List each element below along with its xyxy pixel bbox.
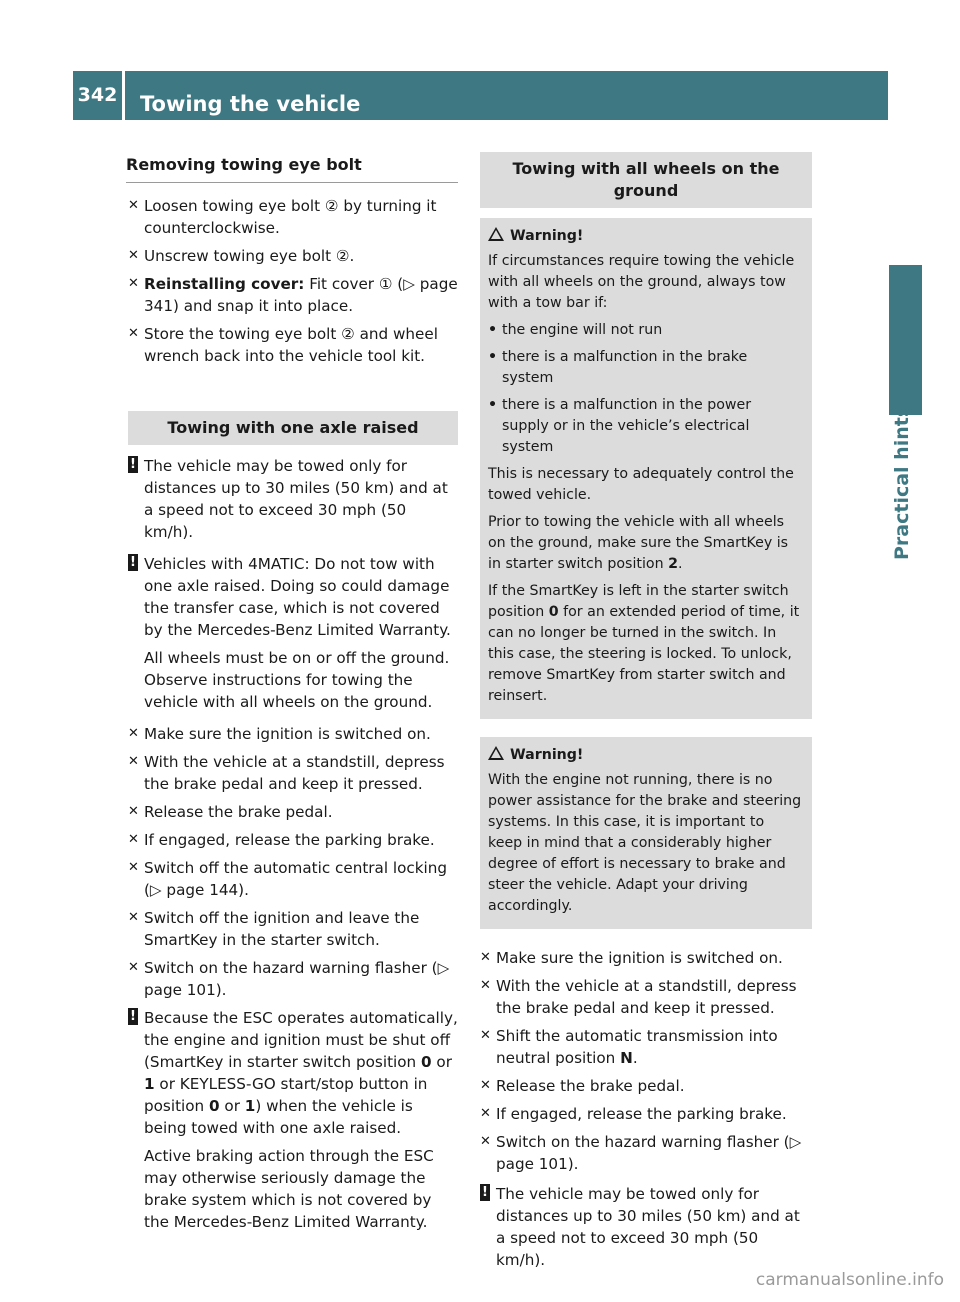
- page-title: Towing the vehicle: [140, 92, 361, 116]
- step-x-icon: ✕: [128, 326, 139, 341]
- left-column: [128, 150, 458, 1243]
- side-tab-marker: [889, 265, 922, 415]
- section-title-all-wheels: Towing with all wheels on the ground: [480, 152, 812, 208]
- section-title-removing: Removing towing eye bolt: [126, 154, 458, 183]
- warning-box: Warning! If circumstances require towing the vehicle with all wheels on the ground, always tow with a tow bar if: • the engine will not run • there is a malfunction in the brake system • there is a malfunction in the power supply or in the vehicle’s electrical system This is necessary to adequately control the towed vehicle. Prior to towing the vehicle with all wheels on the ground, make sure the SmartKey is in starter switch position 2. If the SmartKey is left in the starter switch position 0 for an extended period of time, it can no longer be turned in the switch. In this case, the steering is locked. To unlock, remove SmartKey from starter switch and reinsert.: [480, 218, 812, 719]
- step-x-icon: ✕: [480, 1078, 491, 1093]
- exclamation-icon: !: [128, 1008, 138, 1025]
- step-x-icon: ✕: [128, 276, 139, 291]
- warning-triangle-icon: [488, 227, 504, 241]
- step-x-icon: ✕: [480, 978, 491, 993]
- page-number: 342: [73, 71, 125, 120]
- right-column: [480, 150, 812, 1281]
- list-item: • there is a malfunction in the brake system: [488, 349, 748, 386]
- caution-note: ! Because the ESC operates automatically, the engine and ignition must be shut off (SmartKey in starter switch position 0 or 1 or KEYLESS-GO start/stop button in position 0 or 1) when the vehicle is being towed with one axle raised. Active braking action through the ESC may otherwise seriously damage the brake system which is not covered by the Mercedes-Benz Limited Warranty.: [128, 1007, 458, 1233]
- step-x-icon: ✕: [128, 960, 139, 975]
- step-x-icon: ✕: [480, 1106, 491, 1121]
- list-item: ✕ Switch off the ignition and leave the SmartKey in the starter switch.: [128, 909, 420, 949]
- list-item: ✕ Switch off the automatic central locking (▷ page 144).: [128, 859, 448, 899]
- step-x-icon: ✕: [128, 754, 139, 769]
- list-item: ✕ Switch on the hazard warning flasher (▷ page 101).: [480, 1133, 802, 1173]
- list-item: ✕ Make sure the ignition is switched on.: [480, 949, 783, 967]
- list-item: ✕ Release the brake pedal.: [128, 803, 333, 821]
- list-item: ✕ Switch on the hazard warning flasher (▷ page 101).: [128, 959, 450, 999]
- step-x-icon: ✕: [128, 910, 139, 925]
- step-x-icon: ✕: [128, 248, 139, 263]
- list-item: ✕ Store the towing eye bolt ② and wheel wrench back into the vehicle tool kit.: [128, 325, 438, 365]
- list-item: ✕ If engaged, release the parking brake.: [128, 831, 435, 849]
- step-x-icon: ✕: [128, 726, 139, 741]
- warning-box: Warning! With the engine not running, there is no power assistance for the brake and steering systems. In this case, it is important to keep in mind that a considerably higher degree of effort is necessary to brake and steer the vehicle. Adapt your driving accordingly.: [480, 737, 812, 929]
- list-item: ✕ Shift the automatic transmission into neutral position N.: [480, 1027, 778, 1067]
- exclamation-icon: !: [128, 554, 138, 571]
- section-title-one-axle: Towing with one axle raised: [128, 411, 458, 445]
- list-item: ✕ Unscrew towing eye bolt ②.: [128, 247, 355, 265]
- step-x-icon: ✕: [480, 1134, 491, 1149]
- list-item: • the engine will not run: [488, 322, 663, 338]
- step-x-icon: ✕: [480, 950, 491, 965]
- step-x-icon: ✕: [480, 1028, 491, 1043]
- list-item: ✕ Make sure the ignition is switched on.: [128, 725, 431, 743]
- list-item: ✕ Loosen towing eye bolt ② by turning it counterclockwise.: [128, 197, 437, 237]
- caution-note: ! The vehicle may be towed only for distances up to 30 miles (50 km) and at a speed not to exceed 30 mph (50 km/h).: [128, 455, 458, 543]
- caution-note: ! Vehicles with 4MATIC: Do not tow with one axle raised. Doing so could damage the transfer case, which is not covered by the Mercedes-Benz Limited Warranty. All wheels must be on or off the ground. Observe instructions for towing the vehicle with all wheels on the ground.: [128, 553, 458, 713]
- step-x-icon: ✕: [128, 804, 139, 819]
- caution-note: ! The vehicle may be towed only for distances up to 30 miles (50 km) and at a speed not to exceed 30 mph (50 km/h).: [480, 1183, 812, 1271]
- step-x-icon: ✕: [128, 860, 139, 875]
- step-x-icon: ✕: [128, 198, 139, 213]
- exclamation-icon: !: [480, 1184, 490, 1201]
- list-item: ✕ Reinstalling cover: Fit cover ① (▷ page 341) and snap it into place.: [128, 275, 458, 315]
- warning-triangle-icon: [488, 746, 504, 760]
- exclamation-icon: !: [128, 456, 138, 473]
- list-item: ✕ Release the brake pedal.: [480, 1077, 685, 1095]
- list-item: • there is a malfunction in the power supply or in the vehicle’s electrical system: [488, 397, 752, 455]
- footer-watermark: carmanualsonline.info: [755, 1270, 944, 1290]
- step-x-icon: ✕: [128, 832, 139, 847]
- list-item: ✕ If engaged, release the parking brake.: [480, 1105, 787, 1123]
- list-item: ✕ With the vehicle at a standstill, depress the brake pedal and keep it pressed.: [128, 753, 445, 793]
- list-item: ✕ With the vehicle at a standstill, depress the brake pedal and keep it pressed.: [480, 977, 797, 1017]
- side-section-label: Practical hints: [891, 405, 913, 560]
